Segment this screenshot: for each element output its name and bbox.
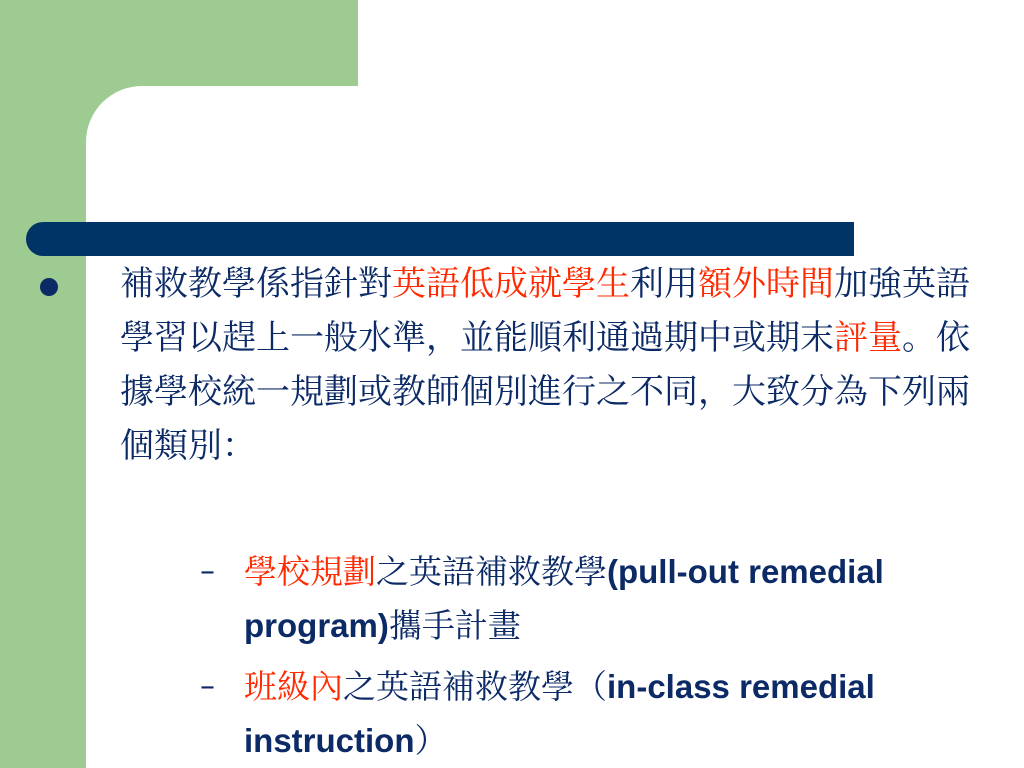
sub-bullet-dash: – (200, 669, 215, 704)
main-bullet-text (120, 257, 992, 473)
text-segment: 補救教學係指針對 (120, 264, 392, 304)
text-segment: 攜手計畫 (388, 606, 521, 645)
text-segment: 之英語補救教學（ (343, 667, 607, 706)
text-segment: 之英語補救教學 (376, 552, 607, 591)
highlight-extra-time: 額外時間 (698, 264, 834, 304)
highlight-in-class: 班級內 (244, 667, 343, 706)
latin-term: (pull-out remedial program) (244, 553, 884, 644)
latin-term: in-class remedial instruction (244, 668, 875, 759)
bullet-dot-icon (40, 278, 58, 296)
text-segment: ） (414, 721, 448, 760)
highlight-low-achievers: 英語低成就學生 (392, 264, 630, 304)
sub-item-in-class (244, 660, 944, 768)
text-segment: 加強英語學習以趕上一般水準，並能順利通過期中或期末 (120, 264, 970, 358)
text-segment: 利用 (630, 264, 698, 304)
sub-item-pull-out (244, 545, 944, 653)
text-segment: 。依據學校統一規劃或教師個別進行之不同，大致分為下列兩個類別： (120, 318, 970, 466)
highlight-assessment: 評量 (834, 318, 902, 358)
title-bar-decoration (26, 222, 854, 256)
highlight-school-planned: 學校規劃 (244, 552, 376, 591)
sub-bullet-dash: – (200, 554, 215, 589)
